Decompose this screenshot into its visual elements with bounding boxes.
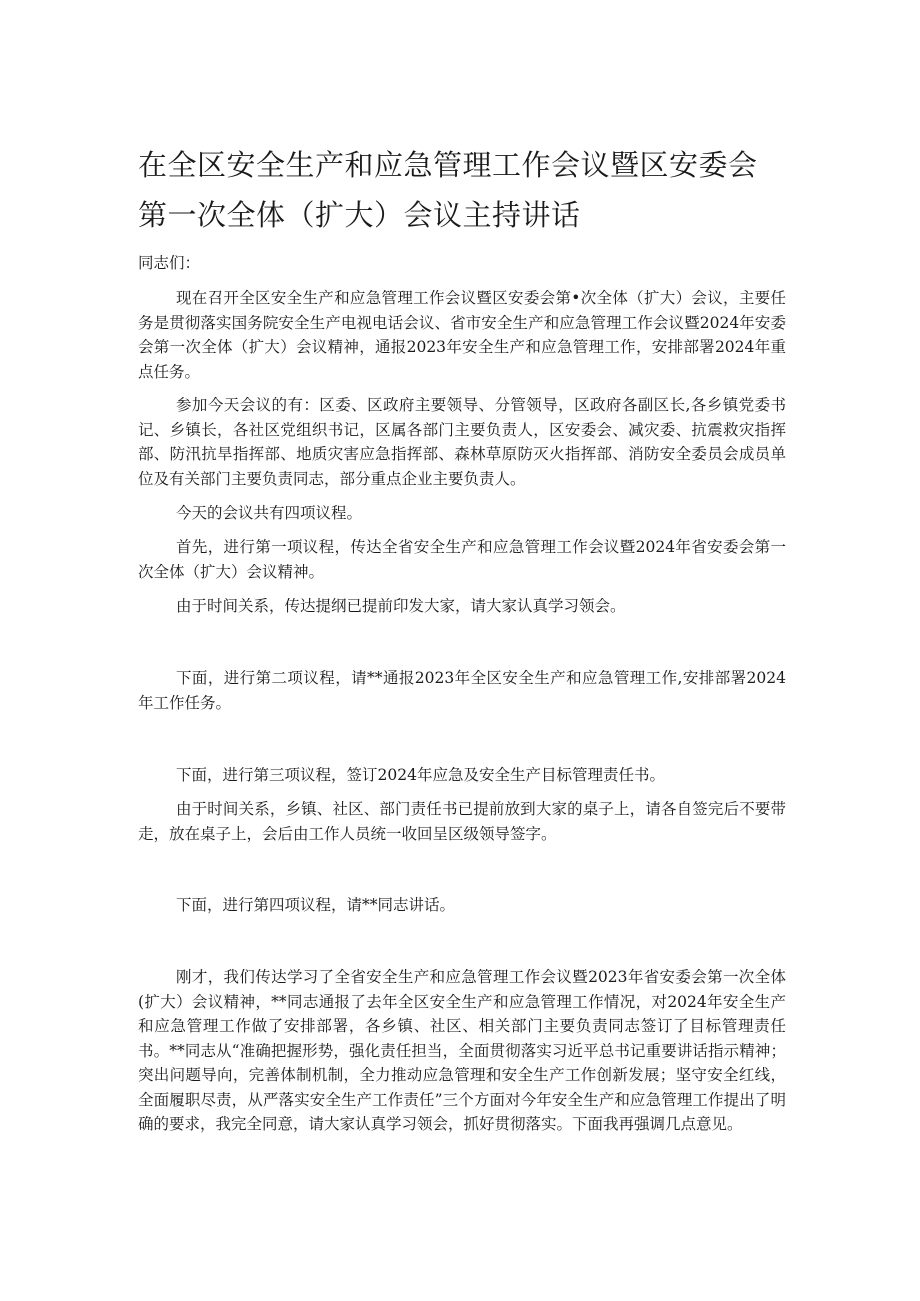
document-title: 在全区安全生产和应急管理工作会议暨区安委会第一次全体（扩大）会议主持讲话: [138, 148, 758, 232]
paragraph-9: 下面，进行第四项议程，请**同志讲话。: [176, 896, 456, 914]
paragraph-2: 参加今天会议的有：区委、区政府主要领导、分管领导，区政府各副区长,各乡镇党委书记、乡镇长，各社区党组织书记，区属各部门主要负责人，区安委会、减灾委、抗震救灾指挥部、防汛抗旱指挥部、地质灾害应急指挥部、森林草原防灭火指挥部、消防安全委员会成员单位及有关部门主要负责同志，部分重点企业主要负责人。: [138, 396, 786, 488]
paragraph-7: 下面，进行第三项议程，签订2024年应急及安全生产目标管理责任书。: [176, 766, 665, 784]
paragraph-5: 由于时间关系，传达提纲已提前印发大家，请大家认真学习领会。: [176, 597, 626, 615]
paragraph-6: 下面，进行第二项议程，请**通报2023年全区安全生产和应急管理工作,安排部署2024年工作任务。: [138, 669, 786, 712]
salutation: 同志们：: [138, 254, 201, 272]
paragraph-4: 首先，进行第一项议程，传达全省安全生产和应急管理工作会议暨2024年省安委会第一次全体（扩大）会议精神。: [138, 538, 786, 581]
paragraph-10: 刚才，我们传达学习了全省安全生产和应急管理工作会议暨2023年省安委会第一次全体(扩大）会议精神，**同志通报了去年全区安全生产和应急管理工作情况，对2024年安全生产和应急管理工作做了安排部署，各乡镇、社区、相关部门主要负责同志签订了目标管理责任书。**同志从“准确把握形势，强化责任担当，全面贯彻落实习近平总书记重要讲话指示精神；突出问题导向，完善体制机制，全力推动应急管理和安全生产工作创新发展；坚守安全红线，全面履职尽责，从严落实安全生产工作责任”三个方面对今年安全生产和应急管理工作提出了明确的要求，我完全同意，请大家认真学习领会，抓好贯彻落实。下面我再强调几点意见。: [138, 968, 786, 1133]
paragraph-3: 今天的会议共有四项议程。: [176, 504, 363, 522]
paragraph-1: 现在召开全区安全生产和应急管理工作会议暨区安委会第•次全体（扩大）会议，主要任务是贯彻落实国务院安全生产电视电话会议、省市安全生产和应急管理工作会议暨2024年安委会第一次全体（扩大）会议精神，通报2023年安全生产和应急管理工作，安排部署2024年重点任务。: [138, 289, 786, 381]
paragraph-8: 由于时间关系，乡镇、社区、部门责任书已提前放到大家的桌子上，请各自签完后不要带走，放在桌子上，会后由工作人员统一收回呈区级领导签字。: [138, 800, 786, 843]
